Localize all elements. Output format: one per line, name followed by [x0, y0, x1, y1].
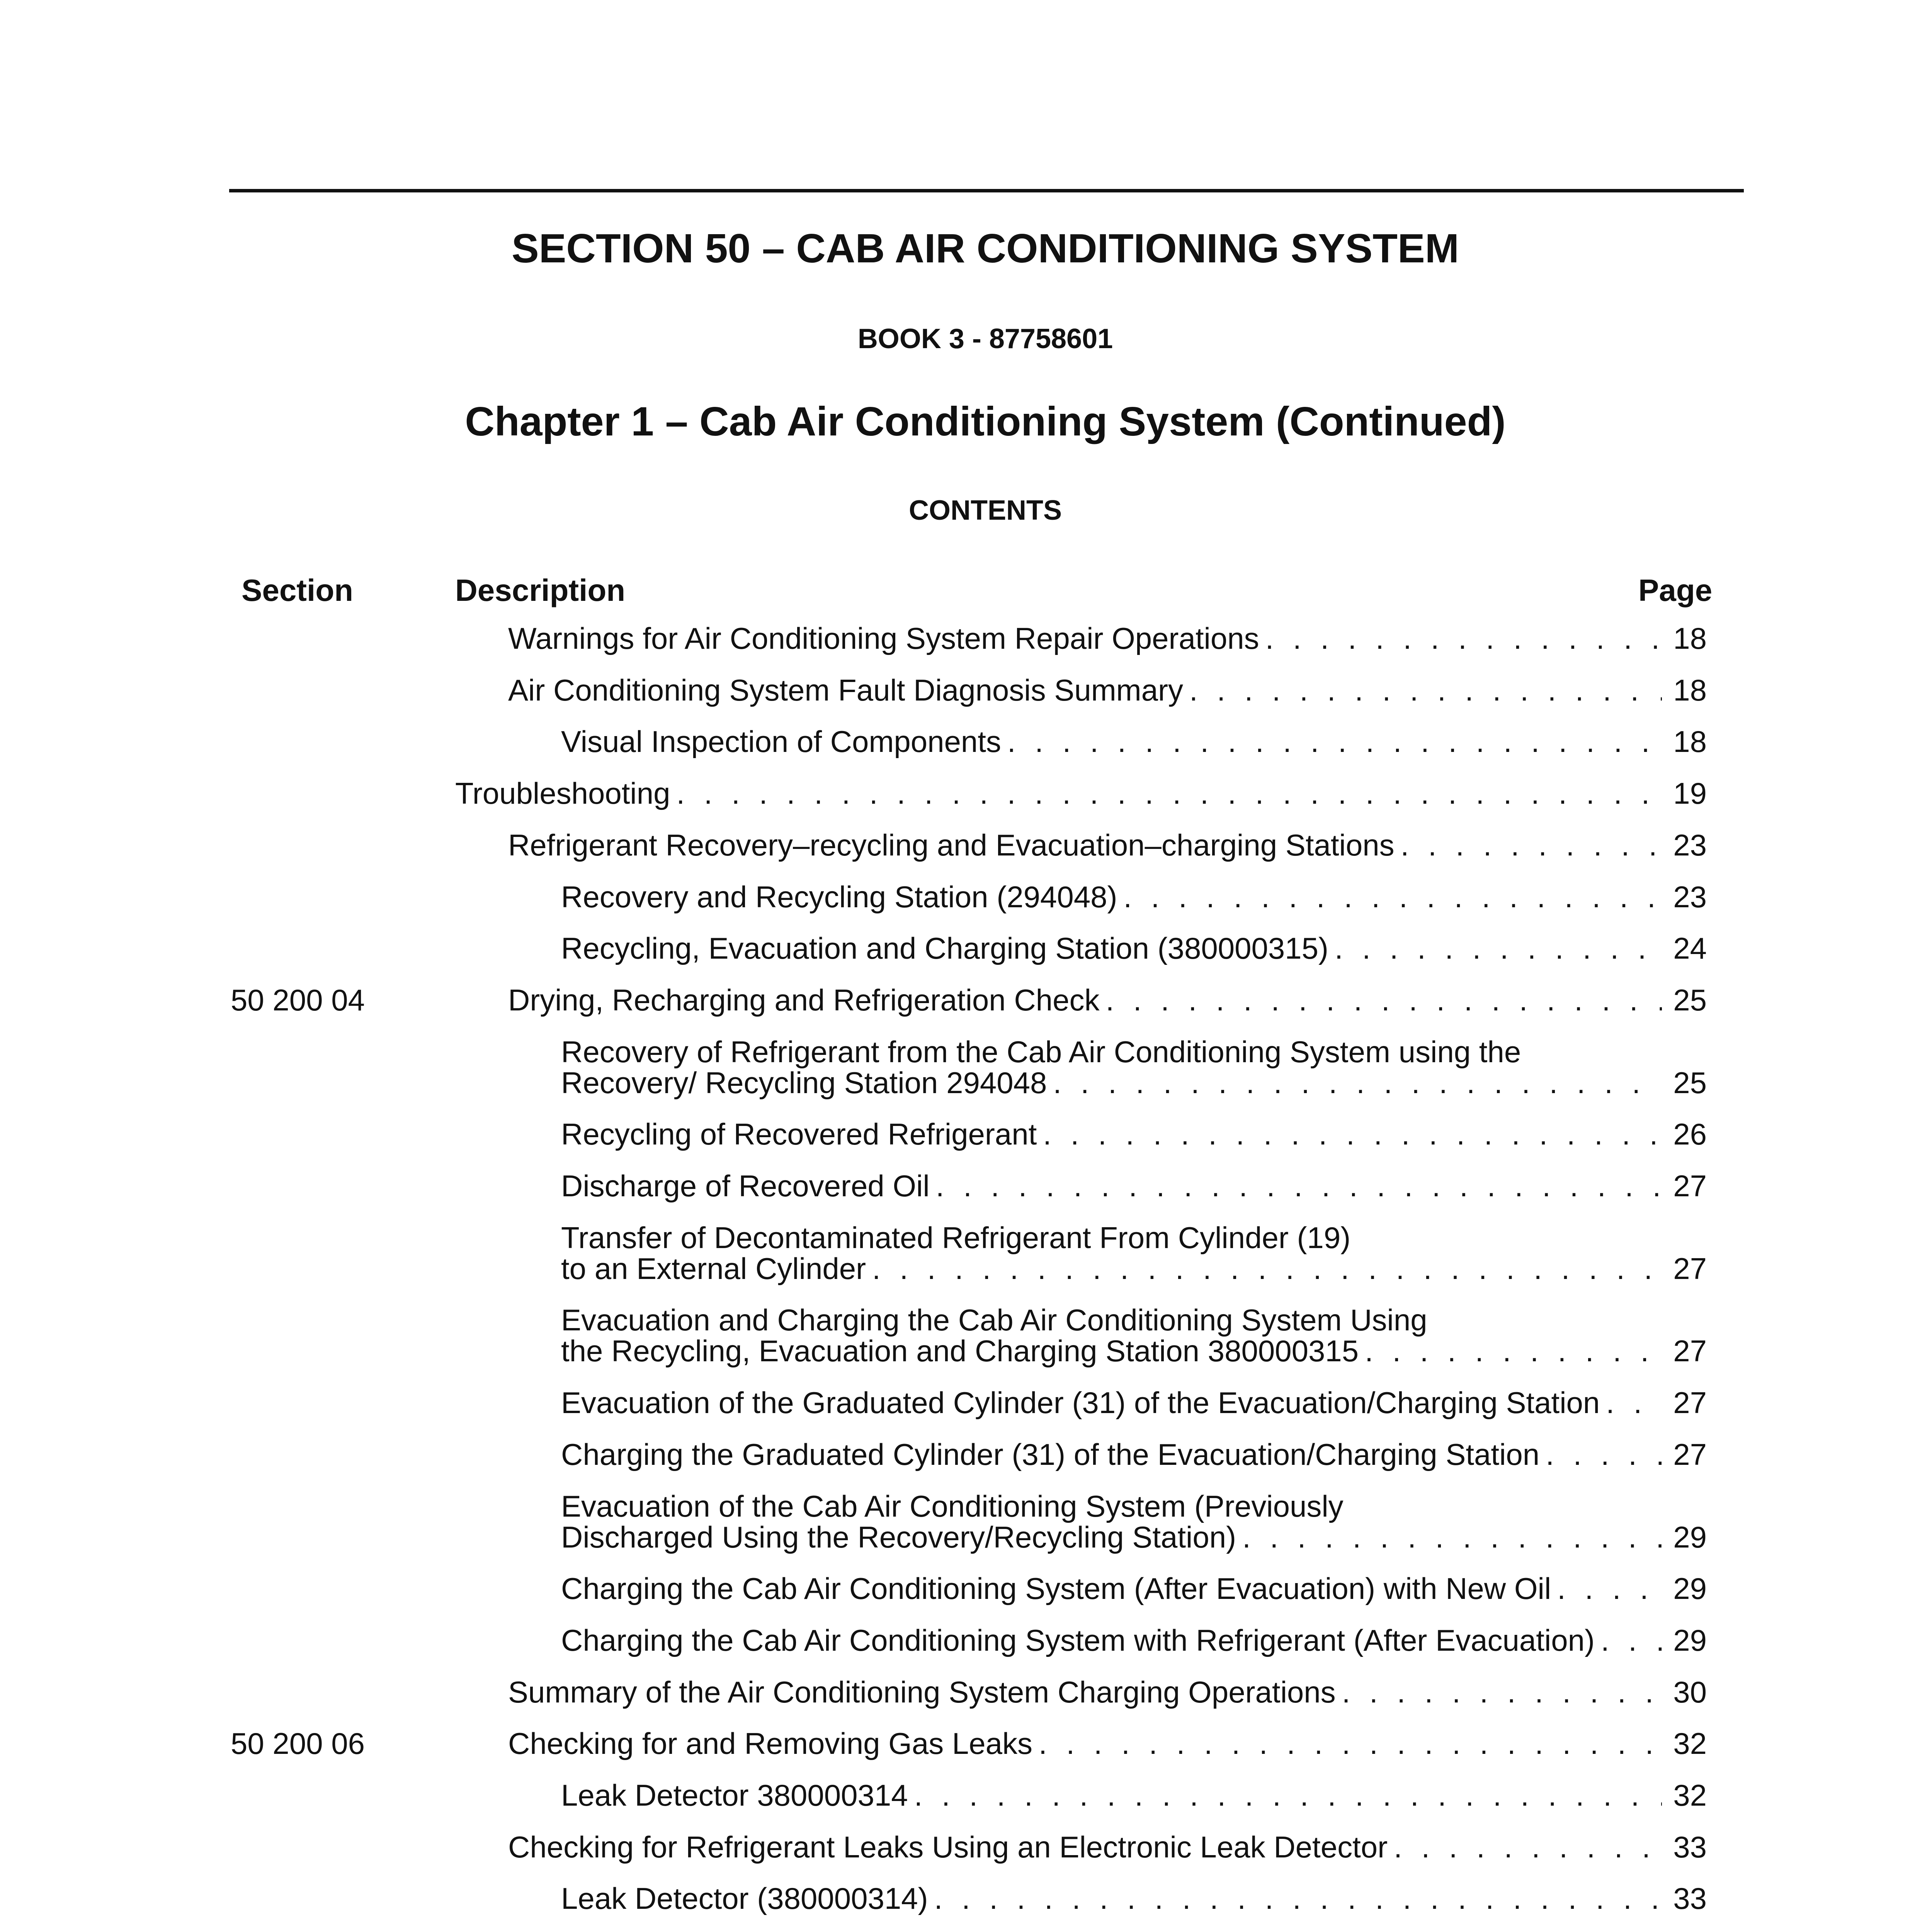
toc-entry: [0, 1304, 1932, 1366]
contents-heading: CONTENTS: [909, 495, 1062, 526]
toc-entry: [0, 726, 1932, 757]
toc-entry: [0, 778, 1932, 809]
toc-title: Evacuation of the Graduated Cylinder (31) of the Evacuation/Charging Station: [561, 1386, 1600, 1420]
toc-title: Recovery/ Recycling Station 294048: [561, 1065, 1047, 1100]
toc-title: Leak Detector 380000314: [561, 1778, 908, 1812]
dot-leader: [1365, 1335, 1662, 1366]
toc-entry: [0, 1677, 1932, 1708]
toc-title: Recovery and Recycling Station (294048): [561, 879, 1117, 914]
toc-entry: [0, 1119, 1932, 1150]
toc-entry: [0, 1780, 1932, 1811]
toc-page-number: 26: [1673, 1117, 1707, 1151]
dot-leader: [1401, 830, 1662, 861]
dot-leader: [1342, 1677, 1662, 1708]
toc-entry: [0, 933, 1932, 964]
toc-section-number: 50 200 06: [231, 1726, 365, 1761]
toc-page-number: 23: [1673, 828, 1707, 862]
toc-page-number: 27: [1673, 1334, 1707, 1368]
column-header-page: Page: [1638, 573, 1713, 607]
toc-title-line: Transfer of Decontaminated Refrigerant From Cylinder (19): [561, 1220, 1351, 1255]
toc-page-number: 18: [1673, 621, 1707, 655]
toc-page-number: 32: [1673, 1778, 1707, 1812]
toc-page-number: 18: [1673, 673, 1707, 707]
toc-page-number: 25: [1673, 1065, 1707, 1100]
toc-title: Air Conditioning System Fault Diagnosis Summary: [508, 673, 1184, 707]
toc-page-number: 29: [1673, 1623, 1707, 1657]
toc-entry: [0, 830, 1932, 861]
dot-leader: [1265, 623, 1662, 654]
toc-page-number: 33: [1673, 1881, 1707, 1916]
toc-page-number: 29: [1673, 1571, 1707, 1606]
toc-entry: [0, 1170, 1932, 1201]
dot-leader: [1601, 1625, 1662, 1656]
toc-title: Discharged Using the Recovery/Recycling Station): [561, 1520, 1236, 1554]
dot-leader: [1123, 881, 1662, 912]
dot-leader: [1105, 985, 1662, 1015]
toc-entry: [0, 881, 1932, 912]
toc-page-number: 27: [1673, 1386, 1707, 1420]
toc-title: Recycling of Recovered Refrigerant: [561, 1117, 1037, 1151]
dot-leader: [934, 1883, 1662, 1914]
toc-page-number: 23: [1673, 879, 1707, 914]
toc-entry: [0, 1439, 1932, 1470]
toc-title: Warnings for Air Conditioning System Repair Operations: [508, 621, 1259, 655]
toc-title: Visual Inspection of Components: [561, 724, 1001, 759]
toc-entry: [0, 1832, 1932, 1862]
dot-leader: [1053, 1067, 1662, 1098]
toc-title-line: Evacuation of the Cab Air Conditioning System (Previously: [561, 1489, 1344, 1523]
toc-page-number: 30: [1673, 1675, 1707, 1709]
column-header-description: Description: [455, 573, 626, 607]
section-title: SECTION 50 – CAB AIR CONDITIONING SYSTEM: [511, 226, 1459, 271]
toc-page-number: 19: [1673, 776, 1707, 811]
toc-entry: [0, 1728, 1932, 1759]
toc-page-number: 24: [1673, 931, 1707, 966]
toc-entry: [0, 1491, 1932, 1553]
dot-leader: [1242, 1522, 1662, 1553]
toc-page-number: 27: [1673, 1437, 1707, 1471]
toc-entry: [0, 1625, 1932, 1656]
toc-title: Charging the Graduated Cylinder (31) of the Evacuation/Charging Station: [561, 1437, 1540, 1471]
toc-entry: [0, 1222, 1932, 1284]
toc-entry: [0, 985, 1932, 1015]
toc-section-number: 50 200 04: [231, 983, 365, 1017]
toc-title: Checking for Refrigerant Leaks Using an Electronic Leak Detector: [508, 1830, 1388, 1864]
toc-title: Charging the Cab Air Conditioning System (After Evacuation) with New Oil: [561, 1571, 1551, 1606]
dot-leader: [1606, 1387, 1662, 1418]
column-header-section: Section: [242, 573, 353, 607]
dot-leader: [1007, 726, 1662, 757]
toc-entry: [0, 675, 1932, 706]
toc-page-number: 25: [1673, 983, 1707, 1017]
dot-leader: [1039, 1728, 1662, 1759]
toc-title-line: Evacuation and Charging the Cab Air Conditioning System Using: [561, 1303, 1427, 1337]
toc-page-number: 18: [1673, 724, 1707, 759]
toc-title: the Recycling, Evacuation and Charging Station 380000315: [561, 1334, 1359, 1368]
dot-leader: [676, 778, 1662, 809]
dot-leader: [1546, 1439, 1662, 1470]
toc-title: Drying, Recharging and Refrigeration Check: [508, 983, 1100, 1017]
dot-leader: [936, 1170, 1662, 1201]
toc-title: Charging the Cab Air Conditioning System with Refrigerant (After Evacuation): [561, 1623, 1595, 1657]
toc-title: Discharge of Recovered Oil: [561, 1169, 930, 1203]
dot-leader: [1557, 1573, 1662, 1604]
toc-title: Checking for and Removing Gas Leaks: [508, 1726, 1033, 1761]
dot-leader: [1394, 1832, 1662, 1862]
toc-title: Leak Detector (380000314): [561, 1881, 928, 1916]
toc-entry: [0, 1573, 1932, 1604]
toc-entry: [0, 1036, 1932, 1098]
toc-title: Troubleshooting: [455, 776, 670, 811]
toc-page-number: 29: [1673, 1520, 1707, 1554]
dot-leader: [914, 1780, 1662, 1811]
toc-title: Summary of the Air Conditioning System Charging Operations: [508, 1675, 1336, 1709]
toc-entry: [0, 1883, 1932, 1914]
toc-page-number: 33: [1673, 1830, 1707, 1864]
dot-leader: [1335, 933, 1662, 964]
toc-page-number: 32: [1673, 1726, 1707, 1761]
dot-leader: [1043, 1119, 1662, 1150]
chapter-title: Chapter 1 – Cab Air Conditioning System (Continued): [465, 399, 1506, 444]
toc-entry: [0, 623, 1932, 654]
toc-entry: [0, 1387, 1932, 1418]
toc-title: Refrigerant Recovery–recycling and Evacuation–charging Stations: [508, 828, 1395, 862]
toc-title: to an External Cylinder: [561, 1251, 866, 1286]
toc-page-number: 27: [1673, 1251, 1707, 1286]
toc-page-number: 27: [1673, 1169, 1707, 1203]
toc-title-line: Recovery of Refrigerant from the Cab Air Conditioning System using the: [561, 1034, 1521, 1069]
book-number: BOOK 3 - 87758601: [857, 323, 1113, 354]
toc-title: Recycling, Evacuation and Charging Station (380000315): [561, 931, 1328, 966]
dot-leader: [872, 1253, 1662, 1284]
dot-leader: [1189, 675, 1662, 706]
